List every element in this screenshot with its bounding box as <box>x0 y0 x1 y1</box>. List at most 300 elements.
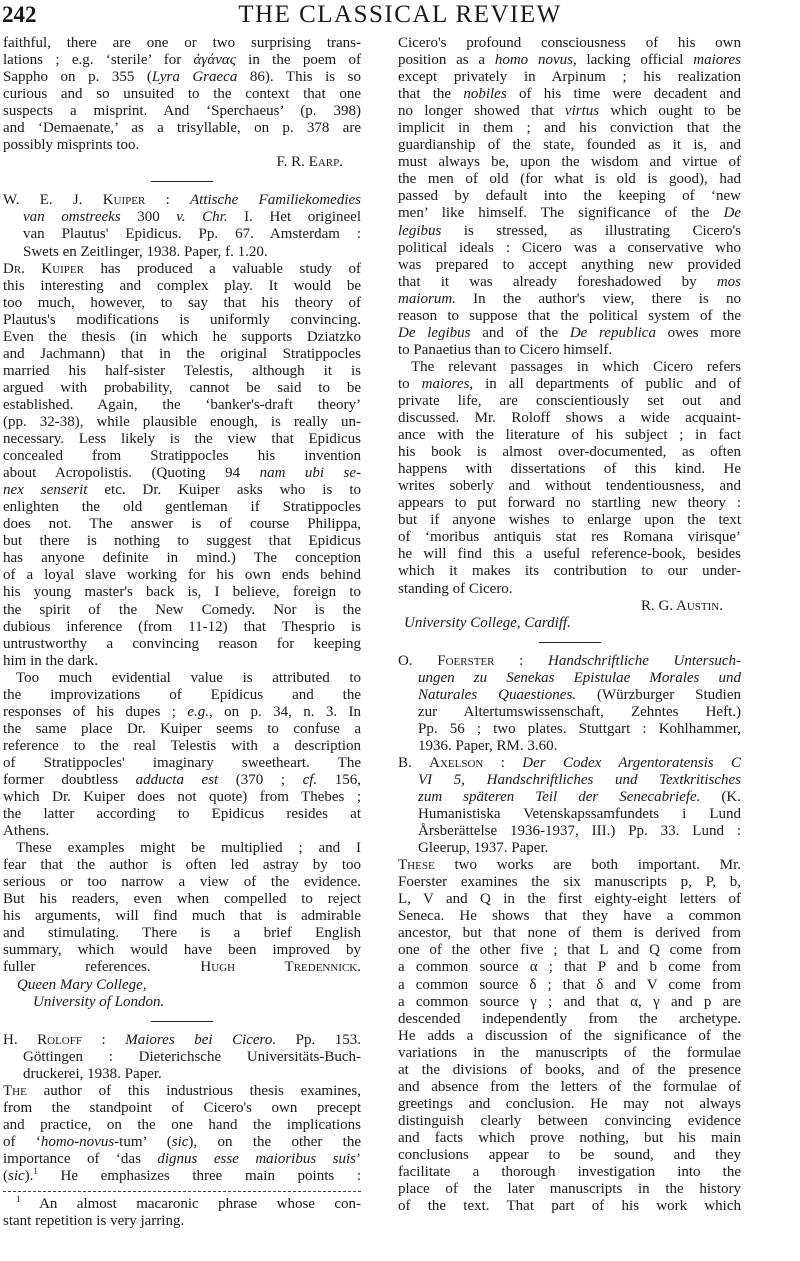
text-run: of his time were decadent and <box>506 86 741 103</box>
text-run: to <box>398 375 422 392</box>
italic-text: Attische Familiekomedies <box>189 192 361 209</box>
text-line <box>398 86 741 103</box>
review-heading <box>398 653 741 755</box>
italic-text: zum späteren Teil der Senecabriefe. <box>418 789 701 806</box>
text-run: The relevant passages in which Cicero refers <box>411 358 741 375</box>
text-line <box>398 925 741 942</box>
text-run: which Dr. Kuiper does not quote) from Thebes ; <box>3 789 361 806</box>
text-run: men’ like himself. The significance of the <box>398 205 724 222</box>
italic-text: legibus <box>398 222 442 239</box>
text-line <box>398 52 741 69</box>
text-run: fuller references. <box>3 959 201 976</box>
small-caps-text: The <box>3 1082 27 1099</box>
text-run: These examples might be multiplied ; and I <box>16 840 361 857</box>
text-line <box>3 1196 361 1213</box>
paragraph <box>3 840 361 976</box>
small-caps-text: These <box>398 857 435 874</box>
text-line <box>398 1028 741 1045</box>
text-line <box>398 137 741 154</box>
text-line <box>398 154 741 171</box>
text-line <box>3 772 361 789</box>
text-run: lations ; e.g. ‘sterile’ for <box>3 52 194 69</box>
small-caps-text: Foerster <box>437 652 495 669</box>
text-run: of ‘moribus antiquis stat res Romana virisque’ <box>398 529 741 546</box>
text-run: responses of his dupes ; <box>3 703 188 720</box>
text-run: standing of Cicero. <box>398 580 513 597</box>
text-line <box>398 857 741 874</box>
text-line <box>3 346 361 363</box>
text-line <box>398 393 741 410</box>
text-run: former doubtless <box>3 771 136 788</box>
text-run: is stressed, as illustrating Cicero's <box>441 222 741 239</box>
text-line <box>3 840 361 857</box>
text-line <box>3 908 361 925</box>
small-caps-text: R. G. Austin. <box>641 597 723 614</box>
text-line <box>398 704 741 721</box>
text-line <box>398 772 741 789</box>
text-line <box>398 789 741 806</box>
text-run: was prepared to accept anything new provided <box>398 256 741 273</box>
footnote-rule <box>3 1185 361 1196</box>
text-run: ). <box>24 1168 34 1184</box>
text-run: L, V and Q in the first eighty-eight letters of <box>398 891 741 908</box>
italic-text: mos <box>716 273 741 290</box>
text-line <box>3 86 361 103</box>
text-run: and facts which prove nothing, but his main <box>398 1129 741 1146</box>
text-line <box>398 653 741 670</box>
text-run: Pp. 153. <box>276 1031 362 1048</box>
text-run: that the <box>398 86 464 103</box>
text-line <box>3 738 361 755</box>
text-run: , in all departments of public and of <box>469 375 742 392</box>
text-run: In the author's view, there is no <box>455 290 741 307</box>
text-run: passed by default into the keeping of ‘new <box>398 188 741 205</box>
text-run: Even the thesis (in which he supports Dziatzko <box>3 328 361 345</box>
text-run: druckerei, 1938. Paper. <box>23 1065 162 1082</box>
text-line <box>3 192 361 209</box>
text-line <box>3 1213 361 1230</box>
text-run: position as a <box>398 52 495 69</box>
text-line <box>3 312 361 329</box>
italic-text: Maiores bei Cicero. <box>125 1031 277 1048</box>
text-line <box>398 721 741 738</box>
text-line <box>398 1113 741 1130</box>
text-run: , on p. 34, n. 3. In <box>209 703 361 720</box>
italic-text: nobiles <box>463 86 507 103</box>
text-run: ( <box>3 1168 8 1184</box>
reviewer-signature <box>398 598 741 615</box>
footnote-marker: 1 <box>16 1194 21 1205</box>
text-line <box>398 240 741 257</box>
text-line <box>398 755 741 772</box>
text-line <box>3 567 361 584</box>
italic-text: Naturales Quaestiones. <box>418 686 577 703</box>
text-run: : <box>494 652 549 669</box>
text-line <box>398 444 741 461</box>
text-line <box>3 636 361 653</box>
text-line <box>398 427 741 444</box>
text-run: two works are both important. Mr. <box>434 857 741 874</box>
text-run: reason to suppose that the political system of the <box>398 307 741 324</box>
left-column <box>3 35 361 1230</box>
text-line <box>3 584 361 601</box>
text-run: about Acropolistis. (Quoting 94 <box>3 465 260 482</box>
text-run: and Jachmann) that in the original Stratippocles <box>3 345 361 362</box>
text-line <box>3 120 361 137</box>
text-run: and of the <box>470 324 570 341</box>
text-run: possibly misprints too. <box>3 137 140 154</box>
text-line <box>398 581 741 598</box>
text-line <box>398 35 741 52</box>
text-line <box>398 806 741 823</box>
text-line <box>398 325 741 342</box>
running-head: THE CLASSICAL REVIEW <box>238 1 562 28</box>
italic-text: De republica <box>569 324 656 341</box>
text-line <box>3 1066 361 1083</box>
text-run: Athens. <box>3 823 50 840</box>
text-run: has produced a valuable study of <box>84 260 361 277</box>
text-line <box>398 840 741 857</box>
text-run: I. Het origineel <box>227 209 362 226</box>
text-run: summary, which would have been improved by <box>3 942 361 959</box>
paragraph <box>3 670 361 840</box>
text-line <box>3 414 361 431</box>
text-run: that it was already foreshadowed by <box>398 273 717 290</box>
text-line <box>3 329 361 346</box>
text-run: descended independently from the archetype. <box>398 1010 741 1027</box>
text-line <box>398 529 741 546</box>
text-line <box>398 188 741 205</box>
text-line <box>398 994 741 1011</box>
text-run: in the poem of <box>235 52 361 69</box>
text-line <box>3 261 361 278</box>
text-line <box>3 721 361 738</box>
italic-text: homo-novus <box>40 1133 115 1150</box>
text-run: distinguish clearly between convincing evidence <box>398 1112 741 1129</box>
paragraph <box>398 857 741 1215</box>
text-line <box>398 598 741 615</box>
small-caps-text: F. R. Earp. <box>276 154 343 171</box>
text-run: Foerster examines the six manuscripts p, P, b, <box>398 874 741 891</box>
text-line <box>398 823 741 840</box>
text-run: O. <box>398 652 438 669</box>
text-line <box>3 533 361 550</box>
text-line <box>3 380 361 397</box>
text-run: from the standpoint of Cicero's own precept <box>3 1099 361 1116</box>
text-line <box>398 223 741 240</box>
text-run: facilitate a thorough investigation into the <box>398 1164 741 1181</box>
text-line <box>3 1100 361 1117</box>
text-line <box>3 1134 361 1151</box>
text-run: Pp. 56 ; two plates. Stuttgart : Kohlhammer, <box>418 720 741 737</box>
paragraph <box>3 35 361 154</box>
text-line <box>3 209 361 226</box>
text-line <box>398 1062 741 1079</box>
text-run: except privately in Arpinum ; his realization <box>398 69 741 86</box>
text-run: established. Again, the ‘banker's-draft theory’ <box>3 396 361 413</box>
italic-text: ἀγάνας <box>193 52 236 69</box>
text-line <box>398 1147 741 1164</box>
text-run: 86). This is so <box>237 69 361 86</box>
text-run: but there is nothing to suggest that Epidicus <box>3 533 361 550</box>
text-run: this interesting and complex play. It would be <box>3 277 361 294</box>
text-line <box>3 244 361 261</box>
text-run: ’ <box>356 1150 361 1167</box>
footnote <box>3 1196 361 1230</box>
text-line <box>3 448 361 465</box>
italic-text: maiores <box>421 375 470 392</box>
text-run: married his half-sister Telestis, although it is <box>3 362 361 379</box>
text-run: one of the other five ; that L and Q come from <box>398 942 741 959</box>
text-run: zur Altertumswissenschaft, Zehntes Heft.) <box>418 703 741 720</box>
text-line <box>398 376 741 393</box>
text-run: the same place Dr. Kuiper seems to confuse a <box>3 720 361 737</box>
text-run: and absence from the letters of the formulae of <box>398 1078 741 1095</box>
section-divider <box>3 154 361 192</box>
italic-text: homo novus <box>494 52 573 69</box>
text-line <box>3 687 361 704</box>
text-run: reference to the real Telestis with a description <box>3 737 361 754</box>
text-run: stant repetition is very jarring. <box>3 1213 185 1230</box>
text-line <box>3 977 361 994</box>
text-run: and practice, on the one hand the implications <box>3 1116 361 1133</box>
italic-text: Handschriftliche Untersuch- <box>548 652 742 669</box>
text-run: argued with probability, cannot be said to be <box>3 379 361 396</box>
text-line <box>3 69 361 86</box>
text-line <box>398 495 741 512</box>
text-run: (K. <box>700 789 742 806</box>
text-line <box>3 226 361 243</box>
footnote-marker: 1 <box>33 1166 38 1176</box>
text-line <box>3 103 361 120</box>
text-line <box>398 291 741 308</box>
text-run: but if anyone wishes to enlarge upon the text <box>398 512 741 529</box>
text-run: University College, Cardiff. <box>404 614 571 631</box>
text-run: place of the later manuscripts in the history <box>398 1181 741 1198</box>
text-line <box>3 959 361 976</box>
text-line <box>398 410 741 427</box>
italic-text: sic <box>171 1133 189 1150</box>
text-run: Årsberättelse 1936-1937, III.) Pp. 33. Lund : <box>418 823 741 840</box>
text-run: An almost macaronic phrase whose con- <box>20 1196 361 1213</box>
italic-text: nex senserit <box>3 482 88 499</box>
text-line <box>3 602 361 619</box>
text-run: has anyone definite in mind.) The conception <box>3 550 361 567</box>
italic-text: virtus <box>564 103 600 120</box>
text-line <box>398 563 741 580</box>
text-run: suspects a misprint. And ‘Sperchaeus’ (p. 398) <box>3 103 361 120</box>
text-run: concealed from Stratippocles his invention <box>3 448 361 465</box>
text-line <box>3 137 361 154</box>
text-line <box>398 908 741 925</box>
italic-text: ungen zu Senekas Epistulae Morales und <box>418 669 741 686</box>
text-line <box>398 308 741 325</box>
text-run: does not. The answer is of course Philippa, <box>3 516 361 533</box>
text-line <box>3 295 361 312</box>
text-run: his young master's back is, I believe, foreign to <box>3 584 361 601</box>
text-run: untrustworthy a convincing reason for keeping <box>3 635 361 652</box>
paragraph <box>3 1083 361 1185</box>
text-run: political ideals : Cicero was a conservative who <box>398 239 741 256</box>
italic-text: adducta est <box>135 771 219 788</box>
text-run: (370 ; <box>218 771 303 788</box>
text-line <box>398 274 741 291</box>
text-run: Sappho on p. 355 ( <box>3 69 152 86</box>
text-run: (pp. 32-38), while plausible enough, is really un- <box>3 413 361 430</box>
text-run: etc. Dr. Kuiper asks who is to <box>87 482 361 499</box>
text-run: conclusions appear to be sound, and they <box>398 1147 741 1163</box>
italic-text: cf. <box>302 771 318 788</box>
text-line <box>3 516 361 533</box>
text-line <box>398 120 741 137</box>
text-line <box>398 1181 741 1198</box>
text-run: at the divisions of books, and of the presence <box>398 1061 741 1078</box>
text-run: a common source γ ; and that α, γ and p are <box>398 993 741 1010</box>
text-run: his book is almost over-documented, as often <box>398 444 741 461</box>
text-line <box>3 1151 361 1168</box>
text-run: Queen Mary College, <box>17 976 147 993</box>
text-run: But his readers, even when compelled to reject <box>3 891 361 908</box>
text-run: of the text. That part of his work which <box>398 1198 741 1215</box>
text-line <box>398 874 741 891</box>
text-line <box>398 257 741 274</box>
text-line <box>3 925 361 942</box>
text-line <box>3 499 361 516</box>
text-line <box>3 891 361 908</box>
text-line <box>398 546 741 563</box>
text-run: ), on the other the <box>188 1133 361 1150</box>
text-line <box>3 806 361 823</box>
text-run: importance of ‘das <box>3 1150 158 1167</box>
text-line <box>398 342 741 359</box>
text-line <box>398 512 741 529</box>
text-line <box>398 977 741 994</box>
text-line <box>3 363 361 380</box>
italic-text: De legibus <box>398 324 471 341</box>
text-line <box>3 789 361 806</box>
text-run: the improvizations of Epidicus and the <box>3 686 361 703</box>
text-run: 300 <box>120 209 177 226</box>
review-heading <box>398 755 741 857</box>
right-column <box>398 35 741 1215</box>
italic-text: dignus esse maioribus suis <box>157 1150 356 1167</box>
text-line <box>3 857 361 874</box>
text-run: implicit in them ; and his conviction that the <box>398 120 741 137</box>
text-run: no longer showed that <box>398 103 565 120</box>
text-run: curious and so unsuited to the context that one <box>3 86 361 103</box>
text-run: He emphasizes three main points : <box>37 1168 361 1184</box>
text-run: a common source α ; that P and b come from <box>398 959 741 976</box>
text-line <box>3 619 361 636</box>
text-run: too much, however, to say that his theory of <box>3 294 361 311</box>
text-run: Seneca. He shows that they have a common <box>398 908 741 925</box>
text-line <box>3 1049 361 1066</box>
text-run: of a loyal slave working for his own ends behind <box>3 567 361 584</box>
text-run: fear that the author is often led astray by too <box>3 857 361 874</box>
text-run: Cicero's profound consciousness of his own <box>398 35 741 51</box>
text-line <box>398 1079 741 1096</box>
text-run: -tum’ ( <box>114 1133 172 1150</box>
text-run: of ‘ <box>3 1133 41 1150</box>
text-line <box>3 431 361 448</box>
text-run: guardianship of the state, founded as it is, and <box>398 137 741 154</box>
text-line <box>398 103 741 120</box>
text-run: him in the dark. <box>3 652 98 669</box>
text-line <box>398 942 741 959</box>
text-line <box>398 670 741 687</box>
text-line <box>398 1096 741 1113</box>
text-run: W. E. J. <box>3 192 103 209</box>
text-run: and ‘Demaenate,’ as a trisyllable, on p. 378 are <box>3 120 361 137</box>
text-line <box>3 397 361 414</box>
text-line <box>398 1130 741 1147</box>
text-line <box>398 359 741 376</box>
text-line <box>398 1198 741 1215</box>
text-line <box>3 482 361 499</box>
text-line <box>3 942 361 959</box>
text-run: H. <box>3 1031 38 1048</box>
text-run: , lacking official <box>572 52 694 69</box>
text-run: enlighten the old gentleman if Stratippocles <box>3 499 361 516</box>
text-run: owes more <box>655 324 742 341</box>
text-run: Swets en Zeitlinger, 1938. Paper, f. 1.20. <box>23 243 268 260</box>
italic-text: v. Chr. <box>176 209 228 226</box>
text-line <box>398 69 741 86</box>
italic-text: De <box>723 205 741 222</box>
small-caps-text: Roloff <box>37 1031 82 1048</box>
text-run: He adds a discussion of the significance of the <box>398 1027 741 1044</box>
text-run: a common source δ ; that δ and V come from <box>398 976 741 993</box>
paragraph <box>3 261 361 670</box>
text-line <box>398 205 741 222</box>
text-line <box>398 1011 741 1028</box>
text-run: ance with the literature of his subject ; in fact <box>398 427 741 444</box>
text-line <box>3 550 361 567</box>
text-run: writes soberly and without tendentiousness, and <box>398 478 741 495</box>
text-run: Humanistiska Vetenskapssamfundets i Lund <box>418 806 741 823</box>
text-run: author of this industrious thesis examines, <box>26 1082 361 1099</box>
text-run: to Panaetius than to Cicero himself. <box>398 341 613 358</box>
text-run: Too much evidential value is attributed to <box>16 669 361 686</box>
text-line <box>398 738 741 755</box>
italic-text: van omstreeks <box>23 209 121 226</box>
small-caps-text: Dr. Kuiper <box>3 260 84 277</box>
text-line <box>3 465 361 482</box>
text-run: he will find this a useful reference-book, besides <box>398 546 741 563</box>
text-run: his arguments, will find much that is admirable <box>3 908 361 925</box>
paragraph <box>398 359 741 598</box>
text-run: serious or too narrow a view of the evidence. <box>3 874 361 891</box>
text-line <box>398 891 741 908</box>
text-run: 156, <box>317 771 361 788</box>
text-line <box>3 670 361 687</box>
text-run: of Stratippocles' imaginary sweetheart. The <box>3 754 361 771</box>
text-line <box>3 1032 361 1049</box>
text-run: : <box>483 754 523 771</box>
italic-text: sic <box>8 1168 25 1184</box>
text-line <box>3 653 361 670</box>
text-line <box>3 35 361 52</box>
text-run: necessary. Less likely is the view that Epidicus <box>3 431 361 448</box>
text-run: the latter according to Epidicus resides at <box>3 806 361 823</box>
text-run: the spirit of the New Comedy. Nor is the <box>3 601 361 618</box>
text-run: B. <box>398 754 430 771</box>
text-run: ancestor, but that none of them is derived from <box>398 925 741 942</box>
text-line <box>3 704 361 721</box>
section-divider <box>3 994 361 1032</box>
text-line <box>398 1164 741 1181</box>
text-line <box>3 755 361 772</box>
